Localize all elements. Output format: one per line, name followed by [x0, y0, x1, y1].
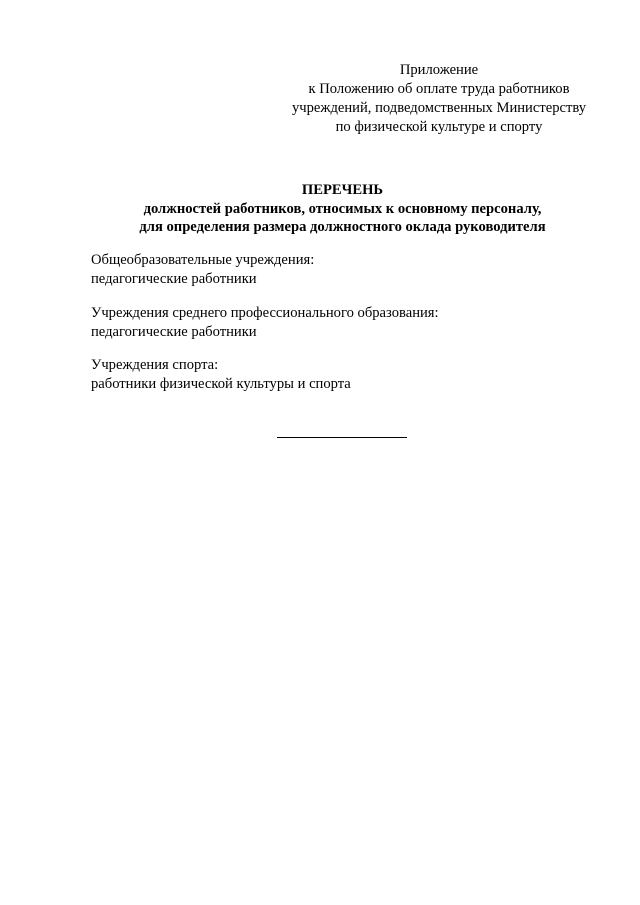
end-divider-line — [277, 437, 407, 438]
appendix-line: Приложение — [399, 62, 479, 78]
section-sport — [91, 356, 591, 394]
appendix-note — [280, 61, 598, 137]
title-heading: ПЕРЕЧЕНЬ — [301, 182, 384, 198]
document-title — [60, 181, 625, 237]
institution-type: Учреждения спорта: — [91, 357, 219, 373]
institution-type: Общеобразовательные учреждения: — [91, 252, 315, 268]
institution-type: Учреждения среднего профессионального образования: — [91, 305, 439, 321]
staff-category: педагогические работники — [91, 271, 257, 287]
title-subtitle-line: должностей работников, относимых к основному персоналу, — [143, 200, 542, 217]
section-general-education — [91, 251, 591, 289]
title-subtitle-line: для определения размера должностного оклада руководителя — [139, 219, 546, 235]
staff-category: работники физической культуры и спорта — [91, 376, 351, 392]
appendix-line: к Положению об оплате труда работников — [308, 81, 570, 97]
appendix-line: по физической культуре и спорту — [335, 119, 543, 135]
appendix-line: учреждений, подведомственных Министерству — [291, 100, 587, 116]
staff-category: педагогические работники — [91, 324, 257, 340]
section-vocational-education — [91, 304, 591, 342]
